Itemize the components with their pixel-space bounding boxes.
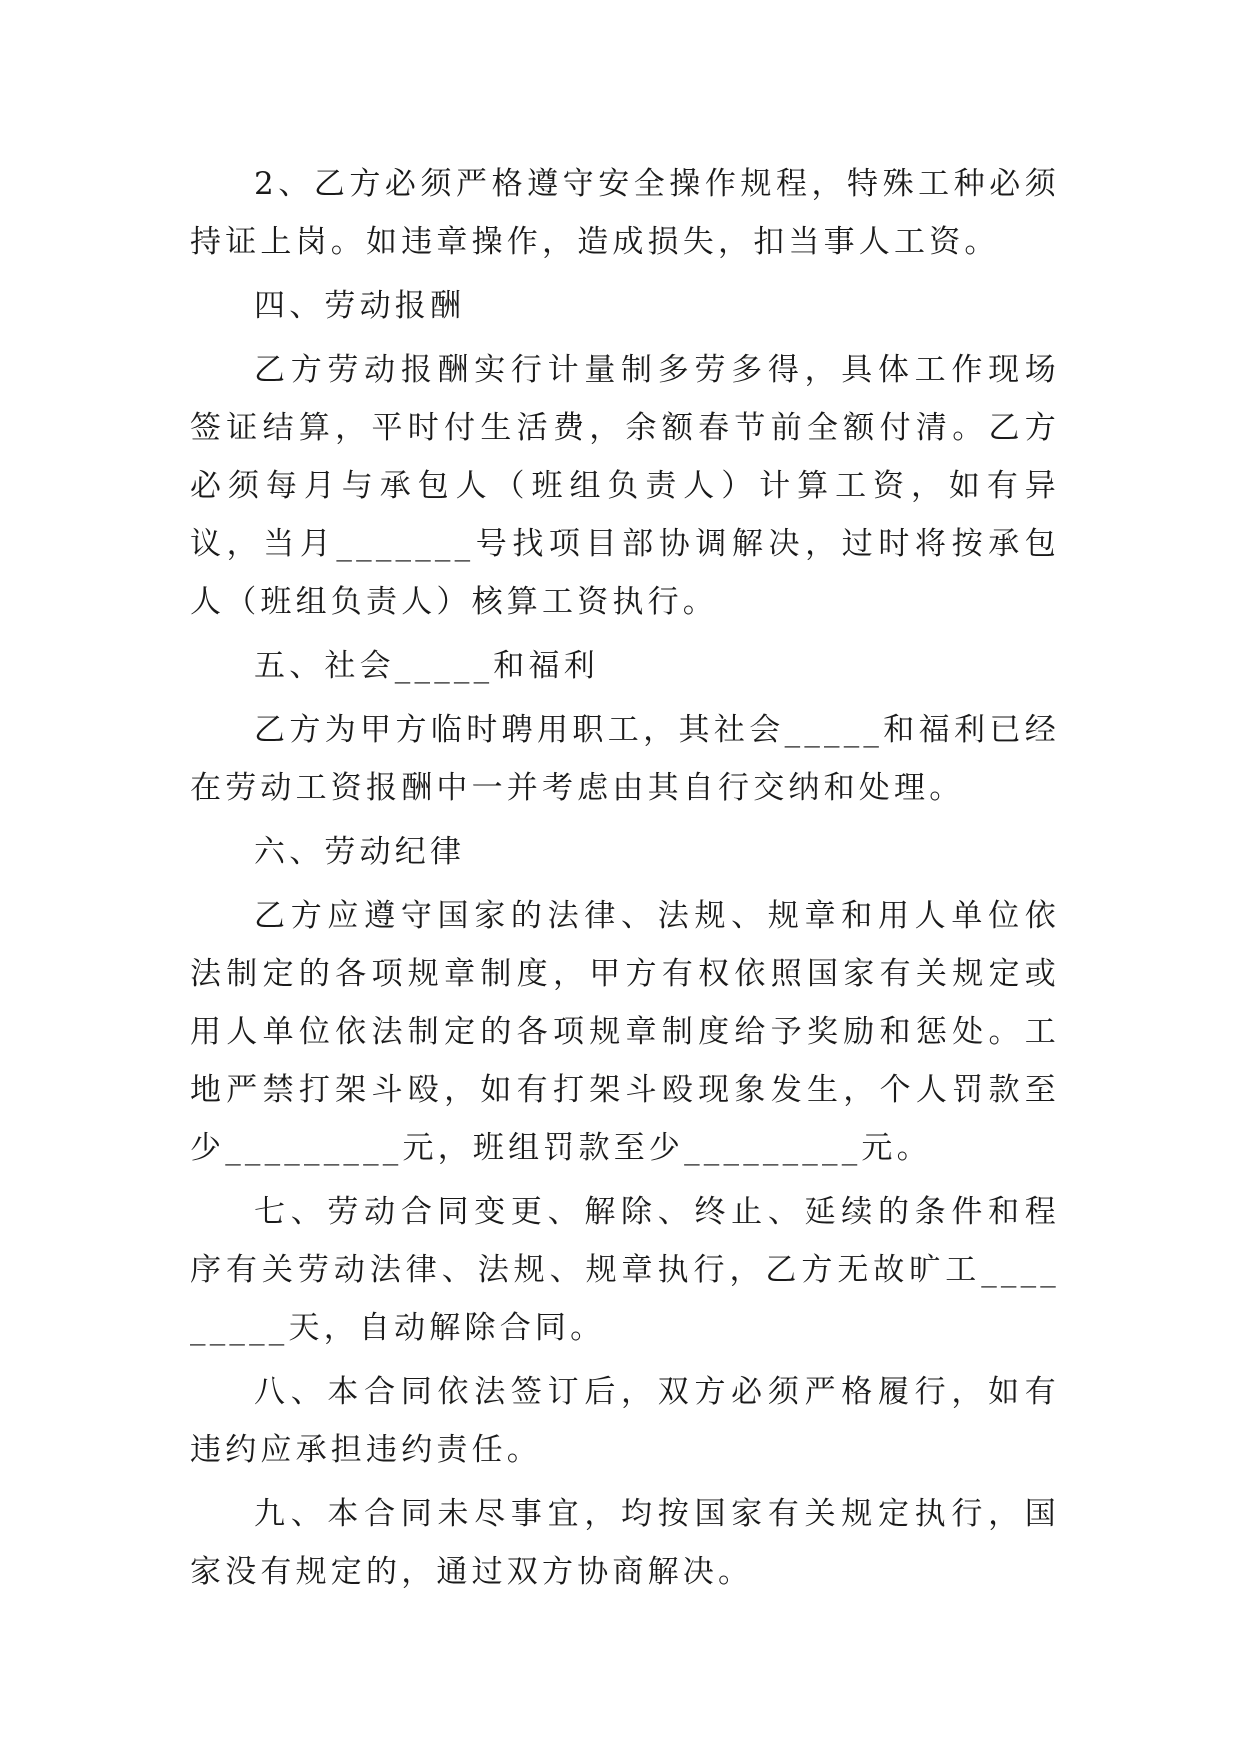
discipline-paragraph: 乙方应遵守国家的法律、法规、规章和用人单位依法制定的各项规章制度，甲方有权依照国家有关规定或用人单位依法制定的各项规章制度给予奖励和惩处。工地严禁打架斗殴，如有打架斗殴现象发生，个人罚款至少_________元，班组罚款至少_________元。 xyxy=(190,898,1060,1166)
document-body xyxy=(190,155,1060,1601)
contract-change-paragraph: 七、劳动合同变更、解除、终止、延续的条件和程序有关劳动法律、法规、规章执行，乙方无故旷工_________天，自动解除合同。 xyxy=(190,1194,1060,1346)
social-welfare-paragraph: 乙方为甲方临时聘用职工，其社会_____和福利已经在劳动工资报酬中一并考虑由其自行交纳和处理。 xyxy=(190,712,1060,806)
remuneration-paragraph: 乙方劳动报酬实行计量制多劳多得，具体工作现场签证结算，平时付生活费，余额春节前全额付清。乙方必须每月与承包人（班组负责人）计算工资，如有异议，当月_______号找项目部协调解决，过时将按承包人（班组负责人）核算工资执行。 xyxy=(190,352,1060,620)
section-heading-discipline: 六、劳动纪律 xyxy=(254,834,466,870)
section-heading-social-welfare: 五、社会_____和福利 xyxy=(254,648,599,684)
unresolved-matters-paragraph: 九、本合同未尽事宜，均按国家有关规定执行，国家没有规定的，通过双方协商解决。 xyxy=(190,1496,1060,1590)
section-heading-remuneration: 四、劳动报酬 xyxy=(254,288,466,324)
clause-2-safety: 2、乙方必须严格遵守安全操作规程，特殊工种必须持证上岗。如违章操作，造成损失，扣当事人工资。 xyxy=(190,166,1060,260)
breach-paragraph: 八、本合同依法签订后，双方必须严格履行，如有违约应承担违约责任。 xyxy=(190,1374,1060,1468)
